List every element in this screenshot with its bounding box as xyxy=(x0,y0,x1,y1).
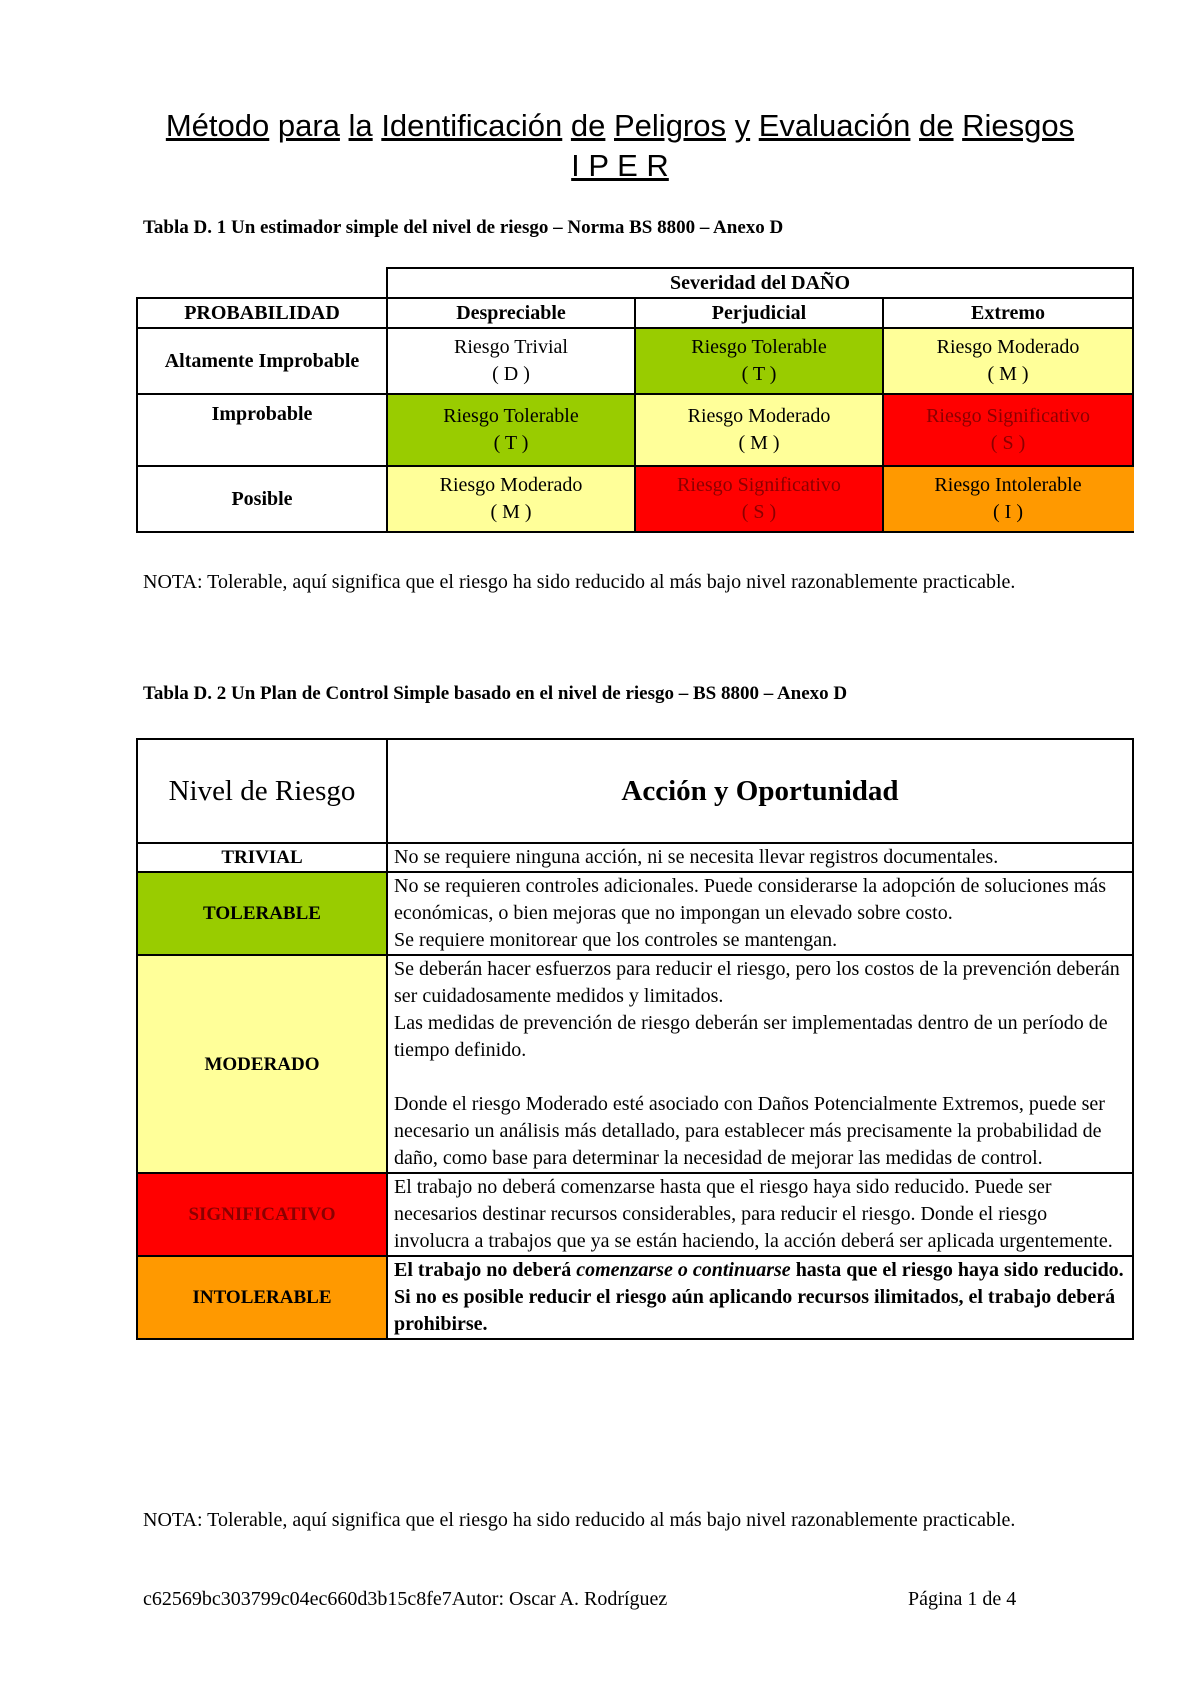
title-word: Peligros xyxy=(614,108,726,143)
probability-label: Improbable xyxy=(137,394,387,466)
table-row xyxy=(137,955,1133,1173)
probability-header: PROBABILIDAD xyxy=(137,298,387,328)
title-word: Evaluación xyxy=(758,108,911,143)
severity-column-header: Extremo xyxy=(883,298,1133,328)
risk-cell xyxy=(883,394,1133,466)
risk-cell xyxy=(883,466,1133,532)
table-row xyxy=(137,843,1133,872)
table-row xyxy=(137,1173,1133,1256)
action-header: Acción y Oportunidad xyxy=(387,739,1133,843)
level-header: Nivel de Riesgo xyxy=(137,739,387,843)
risk-cell-code: ( M ) xyxy=(987,363,1029,385)
action-paragraph: Donde el riesgo Moderado esté asociado con Daños Potencialmente Extremos, puede ser necesario un análisis más detallado, para establecer más precisamente la probabilidad de daño, como base para determinar la necesidad de mejorar las medidas de control. xyxy=(394,1093,1105,1169)
title-word: de xyxy=(570,108,606,143)
action-cell xyxy=(387,1173,1133,1256)
table-row xyxy=(137,872,1133,955)
risk-estimator-table xyxy=(136,267,1134,533)
title-word: y xyxy=(734,108,751,143)
title-line-1 xyxy=(120,106,1120,146)
action-bold-prefix: El trabajo no deberá xyxy=(394,1259,577,1281)
risk-level-label: TOLERABLE xyxy=(137,872,387,955)
page-title xyxy=(120,106,1120,186)
risk-cell xyxy=(387,394,635,466)
risk-cell xyxy=(635,394,883,466)
risk-cell-text: Riesgo Moderado xyxy=(936,336,1080,358)
action-paragraph: Las medidas de prevención de riesgo deberán ser implementadas dentro de un período de tiempo definido. xyxy=(394,1012,1108,1061)
risk-cell-text: Riesgo Moderado xyxy=(439,474,583,496)
action-paragraph: No se requieren controles adicionales. Puede considerarse la adopción de soluciones más económicas, o bien mejoras que no impongan un elevado sobre costo. xyxy=(394,875,1106,924)
risk-cell xyxy=(387,466,635,532)
title-word: para xyxy=(277,108,340,143)
risk-cell-code: ( T ) xyxy=(493,432,529,454)
risk-cell xyxy=(635,466,883,532)
action-bold-italic: comenzarse o continuarse xyxy=(576,1259,791,1281)
action-bold-suffix: hasta que el riesgo haya sido reducido. Si no es posible reducir el riesgo aún aplicando recursos ilimitados, el trabajo deberá prohibirse. xyxy=(394,1259,1124,1335)
risk-cell-text: Riesgo Intolerable xyxy=(934,474,1082,496)
table-row xyxy=(137,1256,1133,1339)
action-cell xyxy=(387,1256,1133,1339)
action-paragraph: Se deberán hacer esfuerzos para reducir el riesgo, pero los costos de la prevención deberán ser cuidadosamente medidos y limitados. xyxy=(394,958,1120,1007)
control-plan-table xyxy=(136,738,1134,1340)
action-paragraph: No se requiere ninguna acción, ni se necesita llevar registros documentales. xyxy=(394,846,999,868)
action-spacer xyxy=(394,1064,1126,1091)
severity-header: Severidad del DAÑO xyxy=(387,268,1133,298)
risk-cell-code: ( M ) xyxy=(738,432,780,454)
title-word: Método xyxy=(165,108,270,143)
title-word: la xyxy=(348,108,373,143)
risk-level-label: MODERADO xyxy=(137,955,387,1173)
risk-cell-text: Riesgo Moderado xyxy=(687,405,831,427)
risk-cell-code: ( I ) xyxy=(993,501,1023,523)
risk-cell-text: Riesgo Trivial xyxy=(454,336,568,358)
risk-cell-code: ( T ) xyxy=(741,363,777,385)
footer-author: c62569bc303799c04ec660d3b15c8fe7Autor: Oscar A. Rodríguez xyxy=(143,1588,668,1610)
risk-cell-code: ( S ) xyxy=(741,501,777,523)
risk-cell xyxy=(387,328,635,394)
risk-cell-text: Riesgo Significativo xyxy=(926,405,1090,427)
table2-note: NOTA: Tolerable, aquí significa que el riesgo ha sido reducido al más bajo nivel razonablemente practicable. xyxy=(143,1509,1016,1531)
risk-cell-code: ( M ) xyxy=(490,501,532,523)
risk-cell xyxy=(635,328,883,394)
footer-page-number: Página 1 de 4 xyxy=(908,1588,1017,1610)
risk-cell-text: Riesgo Tolerable xyxy=(443,405,579,427)
title-word: de xyxy=(919,108,954,143)
table-row xyxy=(137,328,1133,394)
probability-label: Posible xyxy=(137,466,387,532)
action-paragraph: El trabajo no deberá comenzarse hasta que el riesgo haya sido reducido. Puede ser necesarios destinar recursos considerables, para reducir el riesgo. Donde el riesgo involucra a trabajos que ya se están haciendo, la acción deberá ser aplicada urgentemente. xyxy=(394,1176,1113,1252)
severity-column-header: Despreciable xyxy=(387,298,635,328)
table-row xyxy=(137,394,1133,466)
risk-cell-code: ( D ) xyxy=(492,363,530,385)
table1-caption: Tabla D. 1 Un estimador simple del nivel de riesgo – Norma BS 8800 – Anexo D xyxy=(143,217,784,238)
risk-level-label: SIGNIFICATIVO xyxy=(137,1173,387,1256)
risk-cell-code: ( S ) xyxy=(990,432,1026,454)
action-cell xyxy=(387,872,1133,955)
title-line-2: I P E R xyxy=(571,148,669,183)
risk-level-label: INTOLERABLE xyxy=(137,1256,387,1339)
action-paragraph: Se requiere monitorear que los controles se mantengan. xyxy=(394,929,838,951)
action-cell xyxy=(387,843,1133,872)
empty-corner xyxy=(137,268,387,298)
risk-cell xyxy=(883,328,1133,394)
probability-label: Altamente Improbable xyxy=(137,328,387,394)
action-cell xyxy=(387,955,1133,1173)
risk-level-label: TRIVIAL xyxy=(137,843,387,872)
severity-column-header: Perjudicial xyxy=(635,298,883,328)
table2-caption: Tabla D. 2 Un Plan de Control Simple basado en el nivel de riesgo – BS 8800 – Anexo D xyxy=(143,683,848,704)
table-row xyxy=(137,466,1133,532)
title-word: Riesgos xyxy=(962,108,1075,143)
risk-cell-text: Riesgo Tolerable xyxy=(691,336,827,358)
risk-cell-text: Riesgo Significativo xyxy=(677,474,841,496)
table1-note: NOTA: Tolerable, aquí significa que el riesgo ha sido reducido al más bajo nivel razonablemente practicable. xyxy=(143,571,1016,593)
title-word: Identificación xyxy=(381,108,563,143)
